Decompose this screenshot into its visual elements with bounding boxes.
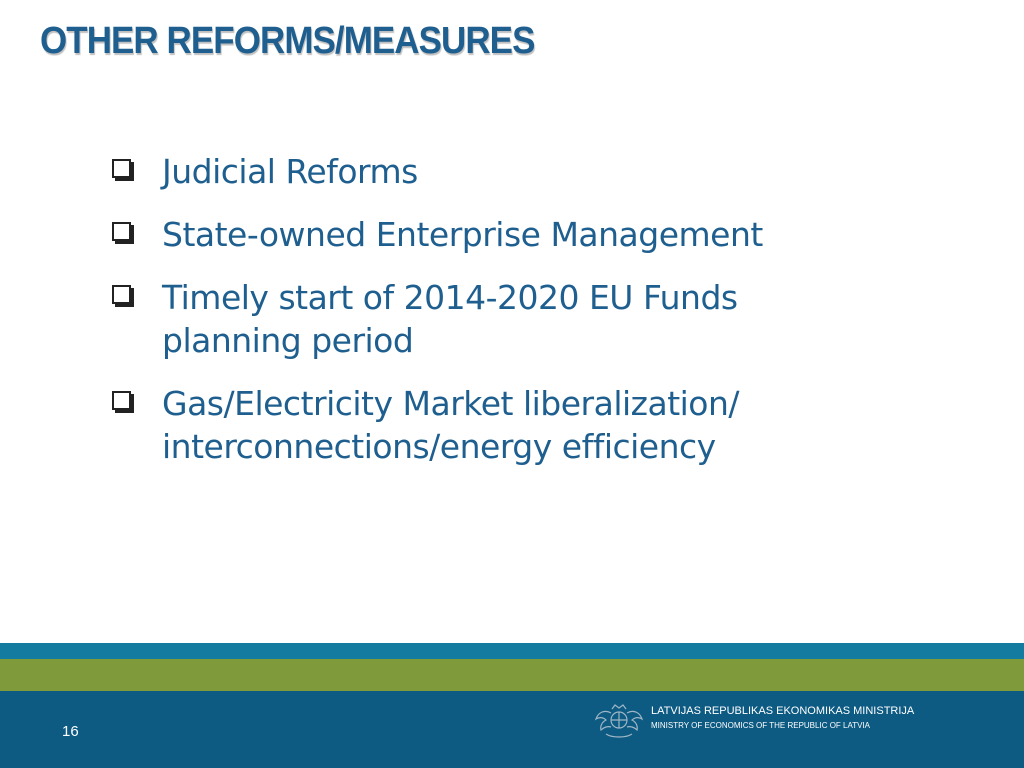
bullet-text: Judicial Reforms (162, 152, 418, 191)
square-bullet-icon (112, 222, 132, 242)
square-bullet-icon (112, 159, 132, 179)
bullet-item (112, 150, 932, 193)
slide-title: OTHER REFORMS/MEASURES (40, 20, 535, 62)
bullet-text: Gas/Electricity Market liberalization/ interconnections/energy efficiency (162, 384, 740, 466)
bullet-item (112, 382, 932, 468)
bullet-text: State-owned Enterprise Management (162, 215, 763, 254)
page-number: 16 (62, 723, 79, 740)
ministry-name-latvian: LATVIJAS REPUBLIKAS EKONOMIKAS MINISTRIJA (651, 705, 915, 717)
bullet-list (112, 150, 932, 488)
decorative-teal-band (0, 643, 1024, 659)
bullet-item (112, 276, 932, 362)
square-bullet-icon (112, 391, 132, 411)
coat-of-arms-logo-icon (592, 701, 646, 741)
ministry-name-english: MINISTRY OF ECONOMICS OF THE REPUBLIC OF LATVIA (651, 721, 870, 730)
decorative-green-band (0, 659, 1024, 691)
square-bullet-icon (112, 285, 132, 305)
bullet-item (112, 213, 932, 256)
bullet-text: Timely start of 2014-2020 EU Funds planning period (162, 278, 738, 360)
footer-bar (0, 691, 1024, 768)
